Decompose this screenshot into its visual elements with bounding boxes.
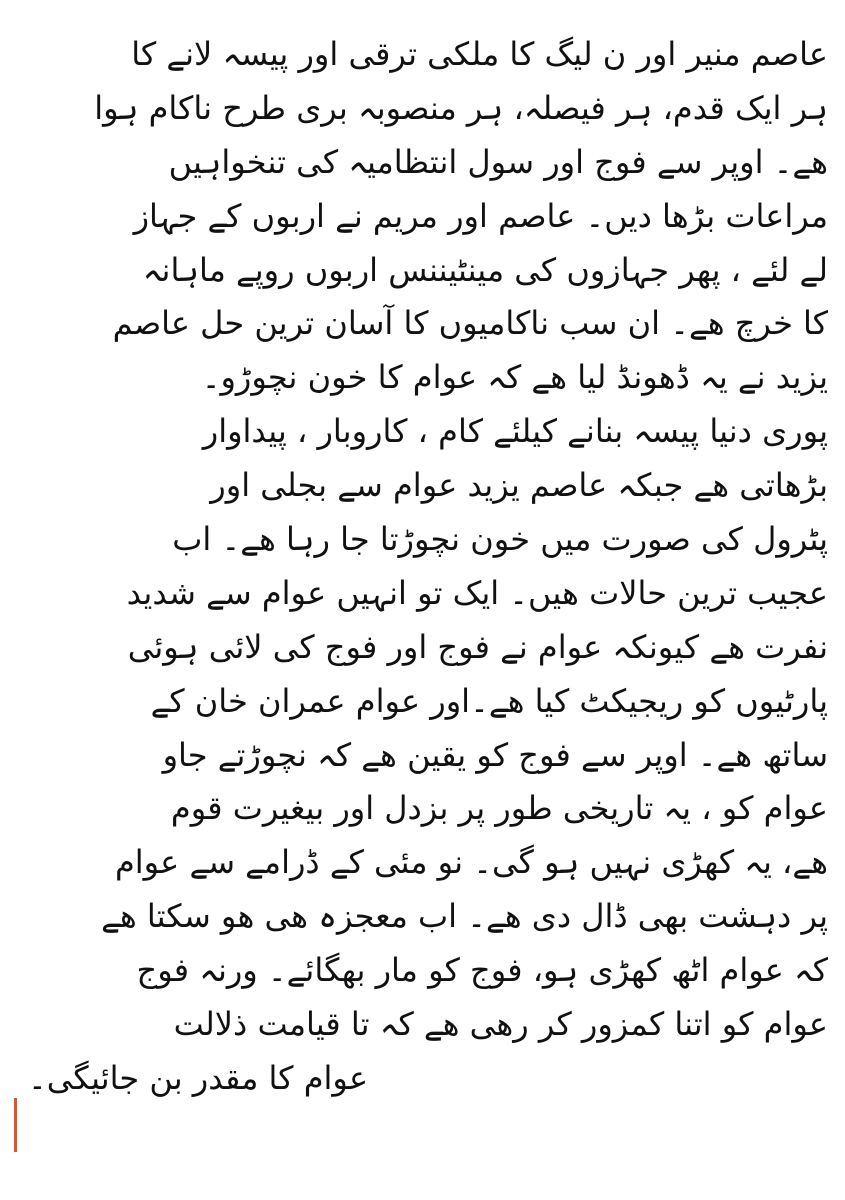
text-line: پوری دنیا پیسہ بنانے کیلئے کام ، کاروبار ، پیداوار: [202, 412, 828, 451]
text-line: ہر ایک قدم، ہر فیصلہ، ہر منصوبہ بری طرح ناکام ہوا: [94, 88, 828, 127]
text-line: ساتھ ھے۔ اوپر سے فوج کو یقین ھے کہ نچوڑتے جاو: [162, 735, 828, 774]
urdu-text-body[interactable]: [14, 28, 828, 1106]
text-line: عجیب ترین حالات ھیں۔ ایک تو انہیں عوام سے شدید: [126, 573, 828, 612]
text-cursor: [14, 1098, 17, 1152]
text-line: عاصم منیر اور ن لیگ کا ملکی ترقی اور پیسہ لانے کا: [131, 35, 828, 73]
text-line: کہ عوام اٹھ کھڑی ہو، فوج کو مار بھگائے۔ ورنہ فوج: [136, 951, 828, 990]
text-line: یزید نے یہ ڈھونڈ لیا ھے کہ عوام کا خون نچوڑو۔: [201, 358, 828, 397]
text-line: عوام کو اتنا کمزور کر رھی ھے کہ تا قیامت ذلالت: [173, 1005, 828, 1044]
text-line: پارٹیوں کو ریجیکٹ کیا ھے۔اور عوام عمران خان کے: [150, 681, 828, 720]
text-line: لے لئے ، پھر جہازوں کی مینٹیننس اربوں روپے ماہانہ: [142, 250, 828, 289]
text-line: کا خرچ ھے۔ ان سب ناکامیوں کا آسان ترین حل عاصم: [112, 304, 828, 343]
text-line: بڑھاتی ھے جبکہ عاصم یزید عوام سے بجلی اور: [210, 466, 828, 505]
text-line: عوام کو ، یہ تاریخی طور پر بزدل اور بیغیرت قوم: [170, 789, 828, 828]
text-line: پٹرول کی صورت میں خون نچوڑتا جا رہا ھے۔ اب: [172, 520, 828, 559]
text-line: ھے، یہ کھڑی نہیں ہو گی۔ نو مئی کے ڈرامے سے عوام: [114, 843, 828, 882]
text-line-last: عوام کا مقدر بن جائیگی۔: [28, 1058, 369, 1097]
text-line: ھے۔ اوپر سے فوج اور سول انتظامیہ کی تنخواہیں: [168, 142, 828, 181]
text-line: مراعات بڑھا دیں۔ عاصم اور مریم نے اربوں کے جہاز: [133, 196, 828, 235]
text-line: پر دہشت بھی ڈال دی ھے۔ اب معجزہ ھی ھو سکتا ھے: [101, 897, 828, 936]
text-line: نفرت ھے کیونکہ عوام نے فوج اور فوج کی لائی ہوئی: [127, 627, 828, 666]
